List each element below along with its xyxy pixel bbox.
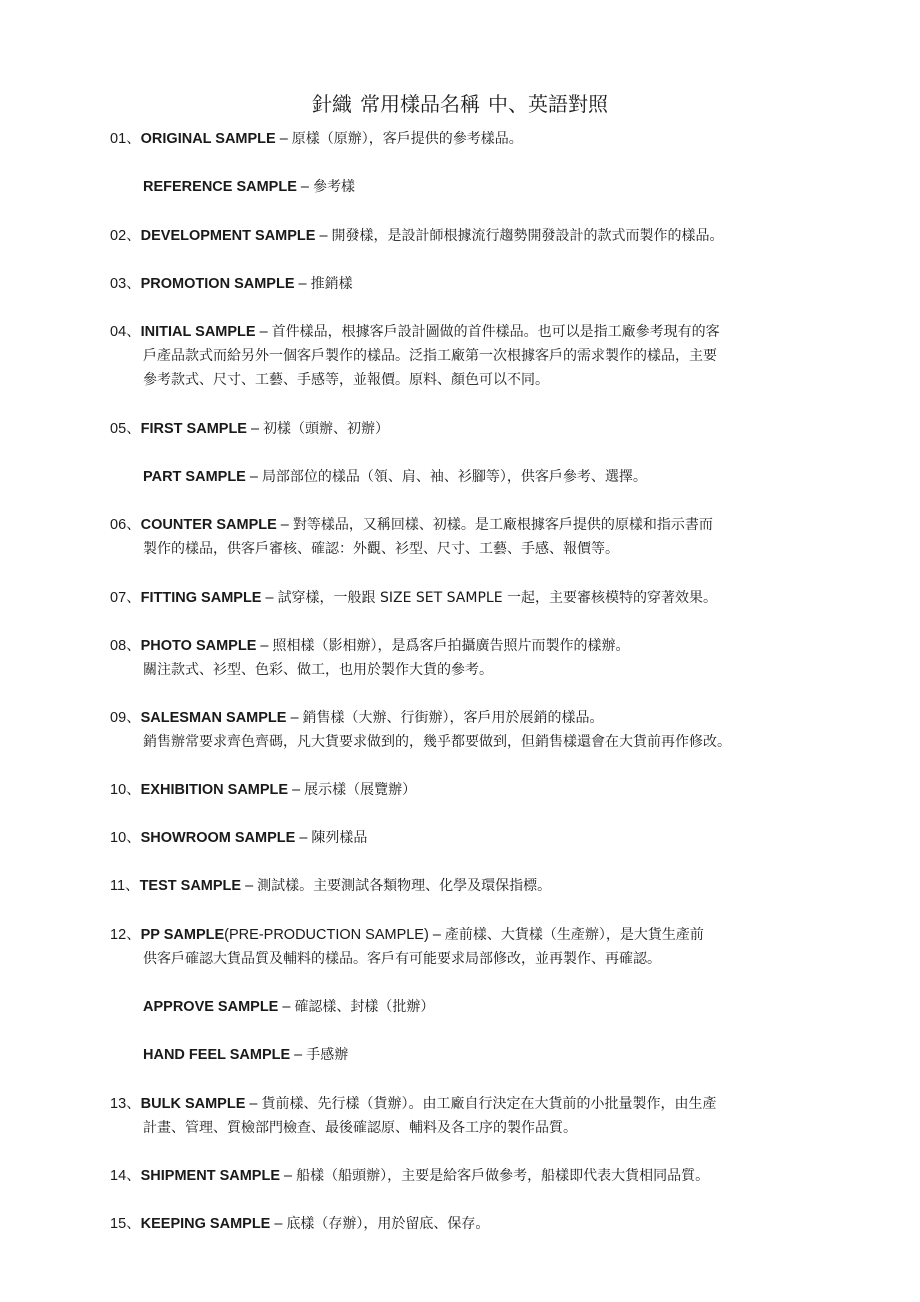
- entry-04: [110, 320, 830, 392]
- entry-description: 底樣（存辦），用於留底、保存。: [286, 1216, 490, 1232]
- entry-label: BULK SAMPLE: [140, 1096, 246, 1112]
- entry-label: PP SAMPLE: [140, 927, 225, 943]
- entry-label: FIRST SAMPLE: [140, 421, 247, 437]
- entry-separator: –: [250, 421, 260, 437]
- entry-separator: –: [298, 276, 307, 292]
- entry-03: [110, 272, 830, 296]
- entry-reference: [143, 175, 863, 199]
- entry-description: 參考樣: [312, 179, 355, 195]
- entry-08: [110, 634, 830, 682]
- entry-number: 08、: [110, 638, 141, 654]
- entry-label: PART SAMPLE: [143, 469, 246, 485]
- entry-05: [110, 417, 830, 441]
- entry-description: 測試樣。主要測試各類物理、化學及環保指標。: [257, 878, 552, 894]
- entry-description: 原樣（原辦），客戶提供的參考樣品。: [291, 131, 523, 147]
- entry-description: 對等樣品，又稱回樣、初樣。是工廠根據客戶提供的原樣和指示書而: [292, 517, 713, 533]
- entry-label: HAND FEEL SAMPLE: [143, 1047, 291, 1063]
- entry-label: SHOWROOM SAMPLE: [140, 830, 296, 846]
- entry-number: 14、: [110, 1168, 141, 1184]
- entry-number: 02、: [110, 228, 141, 244]
- entry-description: 首件樣品，根據客戶設計圖做的首件樣品。也可以是指工廠參考現有的客: [271, 324, 720, 340]
- title-part-2: 常用樣品名稱: [360, 92, 480, 116]
- entry-10-showroom: [110, 826, 830, 850]
- entry-separator: –: [282, 999, 291, 1015]
- entry-13: [110, 1092, 830, 1140]
- entry-part: [143, 465, 863, 489]
- entry-label: EXHIBITION SAMPLE: [140, 782, 289, 798]
- entry-description: 銷售樣（大辦、行街辦），客戶用於展銷的樣品。: [302, 710, 604, 726]
- entry-separator: –: [280, 517, 289, 533]
- entry-approve: [143, 995, 863, 1019]
- entry-separator: –: [294, 1047, 303, 1063]
- entry-label: APPROVE SAMPLE: [143, 999, 279, 1015]
- entry-number: 11、: [110, 878, 140, 894]
- entry-separator: –: [432, 927, 441, 943]
- entry-number: 07、: [110, 590, 141, 606]
- entry-09: [110, 706, 830, 754]
- entry-label: INITIAL SAMPLE: [140, 324, 256, 340]
- entry-02: [110, 224, 830, 248]
- entry-separator: –: [249, 469, 258, 485]
- entry-description: 產前樣、大貨樣（生產辦），是大貨生產前: [444, 927, 704, 943]
- entry-label: TEST SAMPLE: [139, 878, 242, 894]
- entry-continuation: 戶產品款式而給另外一個客戶製作的樣品。泛指工廠第一次根據客戶的需求製作的樣品，主要: [143, 348, 717, 364]
- entry-14: [110, 1164, 830, 1188]
- entry-number: 03、: [110, 276, 141, 292]
- entry-separator: –: [245, 878, 254, 894]
- entry-description: 局部部位的樣品（領、肩、袖、衫腳等），供客戶參考、選擇。: [261, 469, 647, 485]
- entry-number: 06、: [110, 517, 141, 533]
- entry-number: 12、: [110, 927, 141, 943]
- entry-label: FITTING SAMPLE: [140, 590, 262, 606]
- entry-label: KEEPING SAMPLE: [140, 1216, 271, 1232]
- page-title: [0, 90, 920, 118]
- entry-description: 開發樣，是設計師根據流行趨勢開發設計的款式而製作的樣品。: [331, 228, 724, 244]
- entry-separator: –: [274, 1216, 283, 1232]
- entry-label-expansion: (PRE-PRODUCTION SAMPLE): [224, 927, 429, 943]
- entry-number: 05、: [110, 421, 141, 437]
- entry-12: [110, 923, 830, 971]
- entry-10-exhibition: [110, 778, 830, 802]
- entry-separator: –: [300, 179, 309, 195]
- entry-continuation: 參考款式、尺寸、工藝、手感等，並報價。原料、顏色可以不同。: [143, 372, 549, 388]
- entry-description: 初樣（頭辦、初辦）: [263, 421, 390, 437]
- entry-separator: –: [260, 638, 269, 654]
- entry-description: 陳列樣品: [311, 830, 368, 846]
- entry-continuation: 銷售辦常要求齊色齊碼，凡大貨要求做到的，幾乎都要做到，但銷售樣還會在大貨前再作修改。: [143, 734, 731, 750]
- entry-continuation: 計畫、管理、質檢部門檢查、最後確認原、輔料及各工序的製作品質。: [143, 1120, 577, 1136]
- entry-15: [110, 1212, 830, 1236]
- entry-hand-feel: [143, 1043, 863, 1067]
- entry-01: [110, 127, 830, 151]
- entry-number: 13、: [110, 1096, 141, 1112]
- entry-label: PHOTO SAMPLE: [140, 638, 257, 654]
- entry-label: ORIGINAL SAMPLE: [140, 131, 276, 147]
- entry-label: PROMOTION SAMPLE: [140, 276, 295, 292]
- entry-separator: –: [290, 710, 299, 726]
- entry-separator: –: [299, 830, 308, 846]
- entry-11: [110, 874, 830, 898]
- entry-description: 展示樣（展覽辦）: [304, 782, 417, 798]
- entry-label: COUNTER SAMPLE: [140, 517, 277, 533]
- entry-separator: –: [319, 228, 328, 244]
- entry-06: [110, 513, 830, 561]
- entry-continuation: 關注款式、衫型、色彩、做工，也用於製作大貨的參考。: [143, 662, 493, 678]
- entry-number: 09、: [110, 710, 141, 726]
- entry-separator: –: [249, 1096, 258, 1112]
- title-part-3: 中、英語對照: [488, 92, 608, 116]
- entry-description: 確認樣、封樣（批辦）: [294, 999, 435, 1015]
- entry-separator: –: [292, 782, 301, 798]
- entry-number: 01、: [110, 131, 141, 147]
- entry-description: 貨前樣、先行樣（貨辦）。由工廠自行決定在大貨前的小批量製作，由生產: [261, 1096, 717, 1112]
- entry-label: REFERENCE SAMPLE: [143, 179, 297, 195]
- entry-number: 10、: [110, 830, 141, 846]
- entry-number: 04、: [110, 324, 141, 340]
- title-part-1: 針織: [312, 92, 352, 116]
- entry-separator: –: [265, 590, 274, 606]
- entry-number: 10、: [110, 782, 141, 798]
- entry-description: 船樣（船頭辦），主要是給客戶做參考，船樣即代表大貨相同品質。: [296, 1168, 710, 1184]
- entry-label: SHIPMENT SAMPLE: [140, 1168, 281, 1184]
- entry-separator: –: [284, 1168, 293, 1184]
- entry-description: 試穿樣，一般跟 SIZE SET SAMPLE 一起，主要審核模特的穿著效果。: [277, 590, 717, 606]
- entry-label: SALESMAN SAMPLE: [140, 710, 287, 726]
- entry-07: [110, 586, 830, 610]
- entry-description: 推銷樣: [310, 276, 353, 292]
- entry-separator: –: [279, 131, 288, 147]
- entry-label: DEVELOPMENT SAMPLE: [140, 228, 316, 244]
- entry-continuation: 供客戶確認大貨品質及輔料的樣品。客戶有可能要求局部修改，並再製作、再確認。: [143, 951, 661, 967]
- entry-separator: –: [259, 324, 268, 340]
- entry-number: 15、: [110, 1216, 141, 1232]
- entry-description: 照相樣（影相辦），是爲客戶拍攝廣告照片而製作的樣辦。: [272, 638, 630, 654]
- entry-continuation: 製作的樣品，供客戶審核、確認：外觀、衫型、尺寸、工藝、手感、報價等。: [143, 541, 619, 557]
- entry-description: 手感辦: [306, 1047, 349, 1063]
